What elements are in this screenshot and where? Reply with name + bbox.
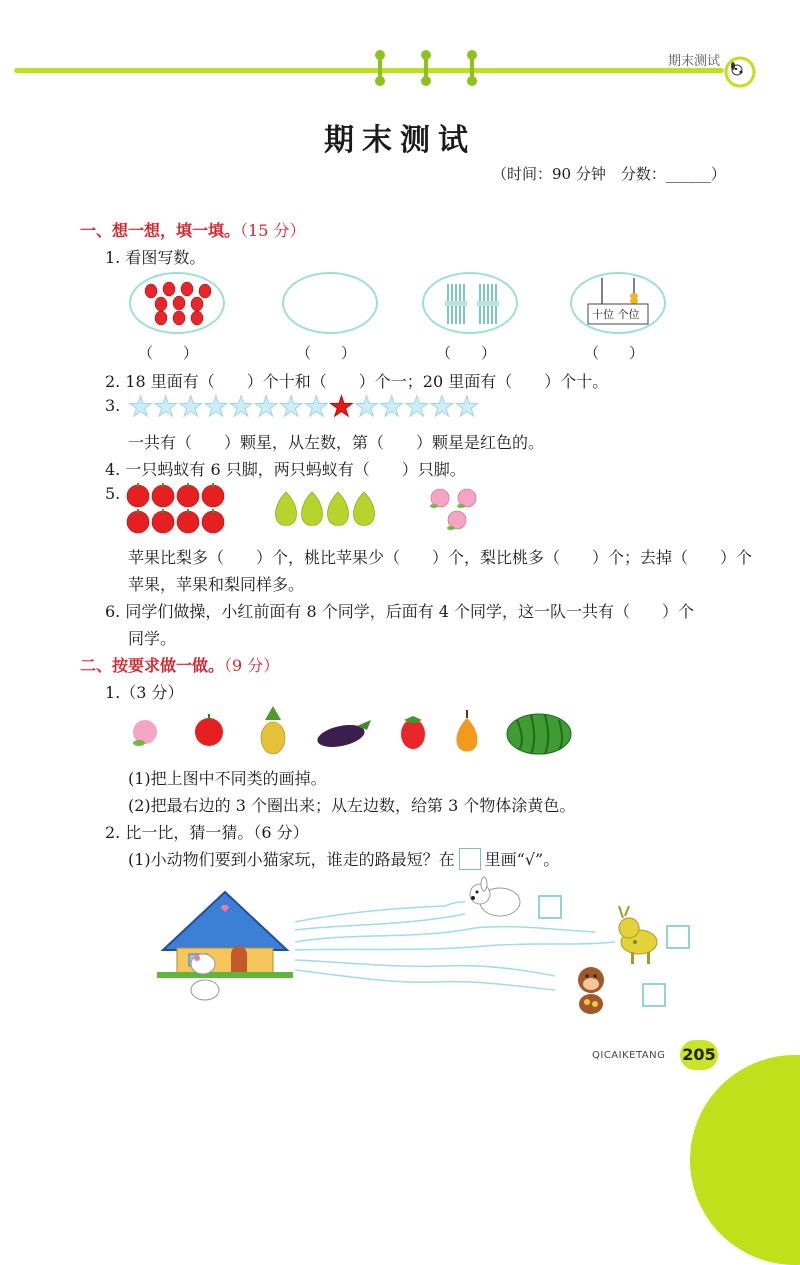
empty-oval — [282, 272, 378, 334]
s2-q2-text: 2. 比一比，猜一猜。（6 分） — [105, 823, 309, 842]
page-number: 205 — [680, 1040, 718, 1070]
strawberry-group-icon — [131, 274, 223, 332]
watermelon-icon — [507, 714, 571, 754]
star-icon: ★ — [303, 390, 329, 423]
star-icon: ★ — [454, 390, 480, 423]
star-icon: ★ — [379, 390, 405, 423]
footer-brand: QICAIKETANG — [592, 1050, 666, 1061]
house-icon — [157, 892, 293, 978]
place-value-labels: 十位 个位 — [592, 308, 640, 321]
s2-q1-sub1: (1)把上图中不同类的画掉。 — [128, 769, 327, 788]
pineapple-icon — [261, 706, 285, 754]
eggplant-icon — [315, 720, 371, 751]
star-icon: ★ — [353, 390, 380, 423]
answer-blank[interactable]: （ ） — [296, 344, 357, 362]
strawberry-icon — [401, 716, 425, 749]
star-icon: ★ — [203, 390, 229, 423]
deer-icon — [619, 906, 657, 964]
s2-q2-sub1: (1)小动物们要到小猫家玩，谁走的路最短？在 里画“√”。 — [128, 847, 559, 870]
q4-text: 4. 一只蚂蚁有 6 只脚，两只蚂蚁有（ ）只脚。 — [105, 460, 466, 479]
star-icon: ★ — [178, 390, 204, 423]
q3-text: 一共有（ ）颗星，从左数，第（ ）颗星是红色的。 — [128, 433, 545, 452]
s2-q1-sub2: (2)把最右边的 3 个圈出来；从左边数，给第 3 个物体涂黄色。 — [128, 796, 576, 815]
pear-icon — [456, 710, 477, 752]
peach-icon — [133, 720, 157, 746]
s2-q1-number: 1.（3 分） — [105, 683, 184, 702]
q6-line2: 同学。 — [128, 629, 177, 648]
pear-group-icon — [272, 486, 384, 530]
star-icon: ★ — [128, 390, 154, 423]
binder-clip-icon — [424, 52, 428, 84]
page-title: 期末测试 — [324, 123, 476, 158]
binder-clip-icon — [470, 52, 474, 84]
fruit-vegetable-row — [125, 706, 585, 756]
header-label: 期末测试 — [668, 54, 721, 69]
corner-decoration — [690, 1055, 800, 1265]
answer-blank[interactable]: （ ） — [138, 344, 199, 362]
stick-bundle-icon — [424, 274, 516, 332]
answer-box-deer[interactable] — [667, 926, 689, 948]
answer-box-monkey[interactable] — [643, 984, 665, 1006]
abacus-icon — [572, 274, 664, 332]
q5-number: 5. — [105, 484, 121, 503]
star-icon: ★ — [153, 390, 179, 423]
stick-bundle-oval — [422, 272, 518, 334]
star-icon: ★ — [253, 390, 279, 423]
star-icon: ★ — [429, 390, 455, 423]
header-rule — [14, 68, 724, 73]
q5-line1: 苹果比梨多（ ）个，桃比苹果少（ ）个，梨比桃多（ ）个；去掉（ ）个 — [128, 548, 753, 567]
section1-heading: 一、想一想，填一填。（15 分） — [80, 221, 306, 240]
section2-heading: 二、按要求做一做。（9 分） — [80, 656, 280, 675]
dog-icon — [470, 877, 520, 916]
path-race-scene — [155, 872, 715, 1027]
abacus-oval — [570, 272, 666, 334]
star-icon: ★ — [404, 390, 430, 423]
star-row — [128, 390, 480, 423]
red-star-icon: ★ — [328, 390, 354, 423]
sample-answer-box — [459, 848, 481, 870]
dog-mascot-icon — [724, 56, 756, 88]
q3-number: 3. — [105, 396, 121, 415]
monkey-icon — [578, 967, 604, 1014]
q2-text: 2. 18 里面有（ ）个十和（ ）个一；20 里面有（ ）个十。 — [105, 372, 609, 391]
q1-text: 1. 看图写数。 — [105, 248, 206, 267]
answer-blank[interactable]: （ ） — [584, 344, 645, 362]
answer-blank[interactable]: （ ） — [436, 344, 497, 362]
time-score-info: （时间：90 分钟 分数：______） — [492, 165, 726, 183]
star-icon: ★ — [228, 390, 254, 423]
star-icon: ★ — [278, 390, 304, 423]
q5-line2: 苹果，苹果和梨同样多。 — [128, 575, 305, 594]
peach-group-icon — [425, 484, 485, 534]
binder-clip-icon — [378, 52, 382, 84]
answer-box-dog[interactable] — [539, 896, 561, 918]
apple-icon — [195, 714, 223, 746]
winding-paths — [295, 902, 615, 990]
apple-group-icon — [125, 482, 235, 538]
q6-line1: 6. 同学们做操，小红前面有 8 个同学，后面有 4 个同学，这一队一共有（ ）个 — [105, 602, 695, 621]
strawberry-oval — [129, 272, 225, 334]
